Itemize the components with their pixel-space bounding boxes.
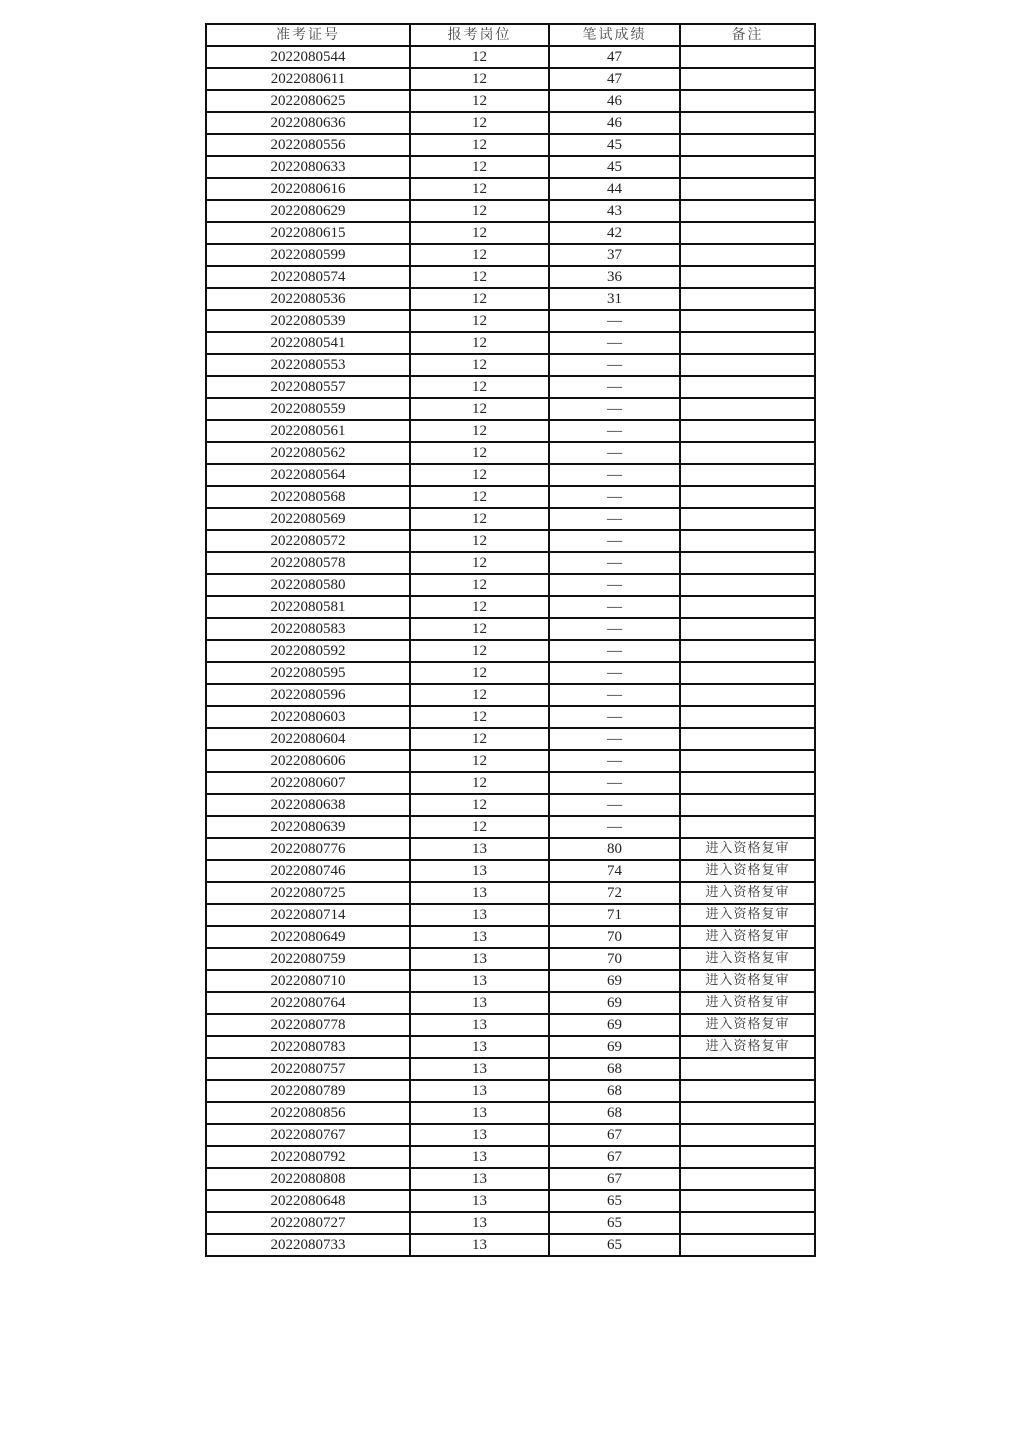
table-row: [206, 1146, 815, 1168]
table-row: [206, 112, 815, 134]
remark-cell: [680, 332, 815, 354]
exam-id-cell: 2022080633: [206, 156, 410, 178]
position-cell: 12: [410, 552, 549, 574]
score-cell: 72: [549, 882, 680, 904]
position-cell: 12: [410, 728, 549, 750]
table-row: [206, 376, 815, 398]
exam-id-cell: 2022080616: [206, 178, 410, 200]
table-row: [206, 706, 815, 728]
table-row: [206, 46, 815, 68]
exam-id-cell: 2022080562: [206, 442, 410, 464]
remark-cell: 进入资格复审: [680, 860, 815, 882]
exam-id-cell: 2022080789: [206, 1080, 410, 1102]
score-cell: 47: [549, 68, 680, 90]
remark-cell: [680, 464, 815, 486]
position-cell: 12: [410, 112, 549, 134]
remark-cell: 进入资格复审: [680, 926, 815, 948]
position-cell: 12: [410, 90, 549, 112]
position-cell: 12: [410, 178, 549, 200]
position-cell: 12: [410, 574, 549, 596]
remark-cell: [680, 772, 815, 794]
exam-id-cell: 2022080649: [206, 926, 410, 948]
exam-id-cell: 2022080733: [206, 1234, 410, 1256]
score-cell: 69: [549, 992, 680, 1014]
score-cell: —: [549, 310, 680, 332]
score-cell: 45: [549, 156, 680, 178]
exam-id-cell: 2022080759: [206, 948, 410, 970]
remark-cell: [680, 398, 815, 420]
remark-cell: [680, 178, 815, 200]
remark-cell: [680, 794, 815, 816]
position-cell: 12: [410, 486, 549, 508]
score-cell: 70: [549, 948, 680, 970]
position-cell: 12: [410, 750, 549, 772]
remark-cell: [680, 728, 815, 750]
position-cell: 12: [410, 46, 549, 68]
table-row: [206, 948, 815, 970]
remark-cell: [680, 1080, 815, 1102]
position-cell: 12: [410, 618, 549, 640]
exam-id-cell: 2022080714: [206, 904, 410, 926]
score-cell: 80: [549, 838, 680, 860]
table-row: [206, 244, 815, 266]
position-cell: 12: [410, 508, 549, 530]
position-cell: 12: [410, 376, 549, 398]
exam-id-cell: 2022080574: [206, 266, 410, 288]
table-row: [206, 1058, 815, 1080]
results-table: [205, 23, 816, 1257]
score-cell: —: [549, 706, 680, 728]
score-cell: —: [549, 662, 680, 684]
exam-id-cell: 2022080581: [206, 596, 410, 618]
remark-cell: [680, 68, 815, 90]
table-row: [206, 794, 815, 816]
position-cell: 13: [410, 1146, 549, 1168]
score-cell: 65: [549, 1234, 680, 1256]
table-row: [206, 90, 815, 112]
position-cell: 13: [410, 838, 549, 860]
remark-cell: 进入资格复审: [680, 1014, 815, 1036]
remark-cell: [680, 156, 815, 178]
exam-id-cell: 2022080638: [206, 794, 410, 816]
header-position: 报考岗位: [410, 24, 549, 46]
table-row: [206, 816, 815, 838]
table-row: [206, 1124, 815, 1146]
remark-cell: [680, 112, 815, 134]
table-row: [206, 904, 815, 926]
position-cell: 12: [410, 420, 549, 442]
remark-cell: [680, 244, 815, 266]
exam-id-cell: 2022080727: [206, 1212, 410, 1234]
score-cell: —: [549, 750, 680, 772]
table-row: [206, 134, 815, 156]
table-row: [206, 332, 815, 354]
remark-cell: [680, 46, 815, 68]
position-cell: 12: [410, 200, 549, 222]
position-cell: 13: [410, 926, 549, 948]
score-cell: —: [549, 354, 680, 376]
remark-cell: [680, 706, 815, 728]
score-cell: —: [549, 640, 680, 662]
exam-id-cell: 2022080541: [206, 332, 410, 354]
table-row: [206, 1234, 815, 1256]
score-cell: 46: [549, 90, 680, 112]
exam-id-cell: 2022080792: [206, 1146, 410, 1168]
position-cell: 13: [410, 1234, 549, 1256]
score-cell: —: [549, 508, 680, 530]
score-cell: —: [549, 442, 680, 464]
table-row: [206, 1212, 815, 1234]
remark-cell: 进入资格复审: [680, 882, 815, 904]
score-cell: —: [549, 464, 680, 486]
position-cell: 13: [410, 1080, 549, 1102]
exam-id-cell: 2022080603: [206, 706, 410, 728]
header-exam-id: 准考证号: [206, 24, 410, 46]
exam-id-cell: 2022080592: [206, 640, 410, 662]
remark-cell: [680, 310, 815, 332]
remark-cell: [680, 816, 815, 838]
exam-id-cell: 2022080596: [206, 684, 410, 706]
position-cell: 12: [410, 354, 549, 376]
table-row: [206, 596, 815, 618]
remark-cell: [680, 618, 815, 640]
exam-id-cell: 2022080767: [206, 1124, 410, 1146]
remark-cell: 进入资格复审: [680, 992, 815, 1014]
table-row: [206, 1102, 815, 1124]
position-cell: 12: [410, 134, 549, 156]
remark-cell: [680, 640, 815, 662]
score-cell: —: [549, 398, 680, 420]
table-row: [206, 640, 815, 662]
score-cell: 74: [549, 860, 680, 882]
table-body: [206, 46, 815, 1256]
remark-cell: [680, 266, 815, 288]
exam-id-cell: 2022080636: [206, 112, 410, 134]
exam-id-cell: 2022080725: [206, 882, 410, 904]
table-row: [206, 970, 815, 992]
position-cell: 12: [410, 816, 549, 838]
score-cell: 70: [549, 926, 680, 948]
table-row: [206, 310, 815, 332]
remark-cell: [680, 288, 815, 310]
score-cell: 45: [549, 134, 680, 156]
exam-id-cell: 2022080572: [206, 530, 410, 552]
table-row: [206, 156, 815, 178]
table-row: [206, 618, 815, 640]
remark-cell: [680, 684, 815, 706]
exam-id-cell: 2022080625: [206, 90, 410, 112]
table-row: [206, 420, 815, 442]
score-cell: —: [549, 376, 680, 398]
exam-id-cell: 2022080569: [206, 508, 410, 530]
remark-cell: [680, 1190, 815, 1212]
table-row: [206, 486, 815, 508]
table-row: [206, 662, 815, 684]
position-cell: 12: [410, 596, 549, 618]
position-cell: 12: [410, 398, 549, 420]
position-cell: 12: [410, 640, 549, 662]
score-cell: 69: [549, 970, 680, 992]
table-row: [206, 508, 815, 530]
exam-id-cell: 2022080615: [206, 222, 410, 244]
exam-id-cell: 2022080595: [206, 662, 410, 684]
table-row: [206, 530, 815, 552]
remark-cell: [680, 750, 815, 772]
table-row: [206, 266, 815, 288]
position-cell: 12: [410, 332, 549, 354]
remark-cell: 进入资格复审: [680, 1036, 815, 1058]
exam-id-cell: 2022080604: [206, 728, 410, 750]
score-cell: 67: [549, 1168, 680, 1190]
exam-id-cell: 2022080553: [206, 354, 410, 376]
exam-id-cell: 2022080746: [206, 860, 410, 882]
exam-id-cell: 2022080583: [206, 618, 410, 640]
score-cell: 47: [549, 46, 680, 68]
score-cell: 69: [549, 1014, 680, 1036]
score-cell: 46: [549, 112, 680, 134]
exam-id-cell: 2022080611: [206, 68, 410, 90]
table-row: [206, 1036, 815, 1058]
remark-cell: [680, 222, 815, 244]
remark-cell: [680, 1234, 815, 1256]
header-row: [206, 24, 815, 46]
remark-cell: [680, 508, 815, 530]
table-row: [206, 68, 815, 90]
table-row: [206, 222, 815, 244]
score-cell: —: [549, 816, 680, 838]
exam-id-cell: 2022080578: [206, 552, 410, 574]
table-row: [206, 772, 815, 794]
remark-cell: [680, 1168, 815, 1190]
exam-id-cell: 2022080783: [206, 1036, 410, 1058]
table-row: [206, 442, 815, 464]
position-cell: 12: [410, 662, 549, 684]
remark-cell: 进入资格复审: [680, 970, 815, 992]
score-cell: —: [549, 420, 680, 442]
table-row: [206, 200, 815, 222]
remark-cell: 进入资格复审: [680, 948, 815, 970]
table-row: [206, 882, 815, 904]
position-cell: 12: [410, 68, 549, 90]
exam-id-cell: 2022080539: [206, 310, 410, 332]
position-cell: 13: [410, 1124, 549, 1146]
table-row: [206, 750, 815, 772]
remark-cell: [680, 1212, 815, 1234]
remark-cell: [680, 200, 815, 222]
exam-id-cell: 2022080561: [206, 420, 410, 442]
exam-id-cell: 2022080808: [206, 1168, 410, 1190]
score-cell: 36: [549, 266, 680, 288]
score-cell: —: [549, 574, 680, 596]
table-row: [206, 926, 815, 948]
table-row: [206, 398, 815, 420]
position-cell: 12: [410, 442, 549, 464]
exam-id-cell: 2022080648: [206, 1190, 410, 1212]
exam-id-cell: 2022080568: [206, 486, 410, 508]
position-cell: 13: [410, 948, 549, 970]
position-cell: 12: [410, 222, 549, 244]
position-cell: 12: [410, 244, 549, 266]
remark-cell: [680, 134, 815, 156]
position-cell: 13: [410, 1212, 549, 1234]
position-cell: 13: [410, 1102, 549, 1124]
exam-id-cell: 2022080599: [206, 244, 410, 266]
table-row: [206, 1190, 815, 1212]
remark-cell: 进入资格复审: [680, 904, 815, 926]
score-cell: 44: [549, 178, 680, 200]
position-cell: 12: [410, 464, 549, 486]
exam-id-cell: 2022080544: [206, 46, 410, 68]
position-cell: 12: [410, 794, 549, 816]
table-row: [206, 684, 815, 706]
exam-id-cell: 2022080856: [206, 1102, 410, 1124]
remark-cell: [680, 596, 815, 618]
score-cell: —: [549, 332, 680, 354]
header-score: 笔试成绩: [549, 24, 680, 46]
score-cell: —: [549, 530, 680, 552]
position-cell: 13: [410, 1058, 549, 1080]
position-cell: 12: [410, 772, 549, 794]
exam-id-cell: 2022080559: [206, 398, 410, 420]
remark-cell: [680, 662, 815, 684]
exam-id-cell: 2022080536: [206, 288, 410, 310]
table-row: [206, 354, 815, 376]
score-cell: 42: [549, 222, 680, 244]
position-cell: 13: [410, 1168, 549, 1190]
score-cell: —: [549, 618, 680, 640]
exam-id-cell: 2022080607: [206, 772, 410, 794]
score-cell: 65: [549, 1212, 680, 1234]
exam-id-cell: 2022080564: [206, 464, 410, 486]
table-row: [206, 574, 815, 596]
remark-cell: [680, 354, 815, 376]
score-cell: 68: [549, 1102, 680, 1124]
exam-id-cell: 2022080776: [206, 838, 410, 860]
score-cell: —: [549, 552, 680, 574]
position-cell: 13: [410, 1190, 549, 1212]
exam-id-cell: 2022080629: [206, 200, 410, 222]
table-row: [206, 1080, 815, 1102]
table-row: [206, 728, 815, 750]
score-cell: —: [549, 772, 680, 794]
remark-cell: [680, 552, 815, 574]
exam-id-cell: 2022080764: [206, 992, 410, 1014]
position-cell: 12: [410, 530, 549, 552]
remark-cell: [680, 1058, 815, 1080]
table-row: [206, 552, 815, 574]
score-cell: —: [549, 596, 680, 618]
remark-cell: [680, 1102, 815, 1124]
position-cell: 12: [410, 684, 549, 706]
exam-id-cell: 2022080710: [206, 970, 410, 992]
position-cell: 12: [410, 706, 549, 728]
table-row: [206, 288, 815, 310]
exam-id-cell: 2022080639: [206, 816, 410, 838]
remark-cell: [680, 486, 815, 508]
remark-cell: [680, 376, 815, 398]
exam-id-cell: 2022080557: [206, 376, 410, 398]
position-cell: 13: [410, 1014, 549, 1036]
header-remark: 备注: [680, 24, 815, 46]
position-cell: 13: [410, 970, 549, 992]
position-cell: 13: [410, 904, 549, 926]
position-cell: 13: [410, 1036, 549, 1058]
score-cell: —: [549, 794, 680, 816]
score-cell: 67: [549, 1146, 680, 1168]
remark-cell: [680, 420, 815, 442]
score-cell: 31: [549, 288, 680, 310]
position-cell: 13: [410, 882, 549, 904]
table-row: [206, 1168, 815, 1190]
exam-id-cell: 2022080606: [206, 750, 410, 772]
score-cell: 43: [549, 200, 680, 222]
remark-cell: [680, 442, 815, 464]
position-cell: 13: [410, 992, 549, 1014]
score-cell: 68: [549, 1080, 680, 1102]
score-cell: —: [549, 684, 680, 706]
score-cell: 37: [549, 244, 680, 266]
position-cell: 12: [410, 310, 549, 332]
score-cell: 65: [549, 1190, 680, 1212]
table-row: [206, 860, 815, 882]
table-row: [206, 1014, 815, 1036]
remark-cell: [680, 1124, 815, 1146]
remark-cell: [680, 90, 815, 112]
score-cell: —: [549, 728, 680, 750]
table-row: [206, 178, 815, 200]
score-cell: 67: [549, 1124, 680, 1146]
score-cell: —: [549, 486, 680, 508]
position-cell: 12: [410, 266, 549, 288]
table-row: [206, 992, 815, 1014]
remark-cell: 进入资格复审: [680, 838, 815, 860]
table-row: [206, 464, 815, 486]
score-cell: 71: [549, 904, 680, 926]
exam-id-cell: 2022080580: [206, 574, 410, 596]
position-cell: 12: [410, 156, 549, 178]
position-cell: 13: [410, 860, 549, 882]
remark-cell: [680, 530, 815, 552]
table-row: [206, 838, 815, 860]
exam-id-cell: 2022080778: [206, 1014, 410, 1036]
remark-cell: [680, 574, 815, 596]
score-cell: 68: [549, 1058, 680, 1080]
score-cell: 69: [549, 1036, 680, 1058]
position-cell: 12: [410, 288, 549, 310]
exam-id-cell: 2022080556: [206, 134, 410, 156]
remark-cell: [680, 1146, 815, 1168]
exam-id-cell: 2022080757: [206, 1058, 410, 1080]
